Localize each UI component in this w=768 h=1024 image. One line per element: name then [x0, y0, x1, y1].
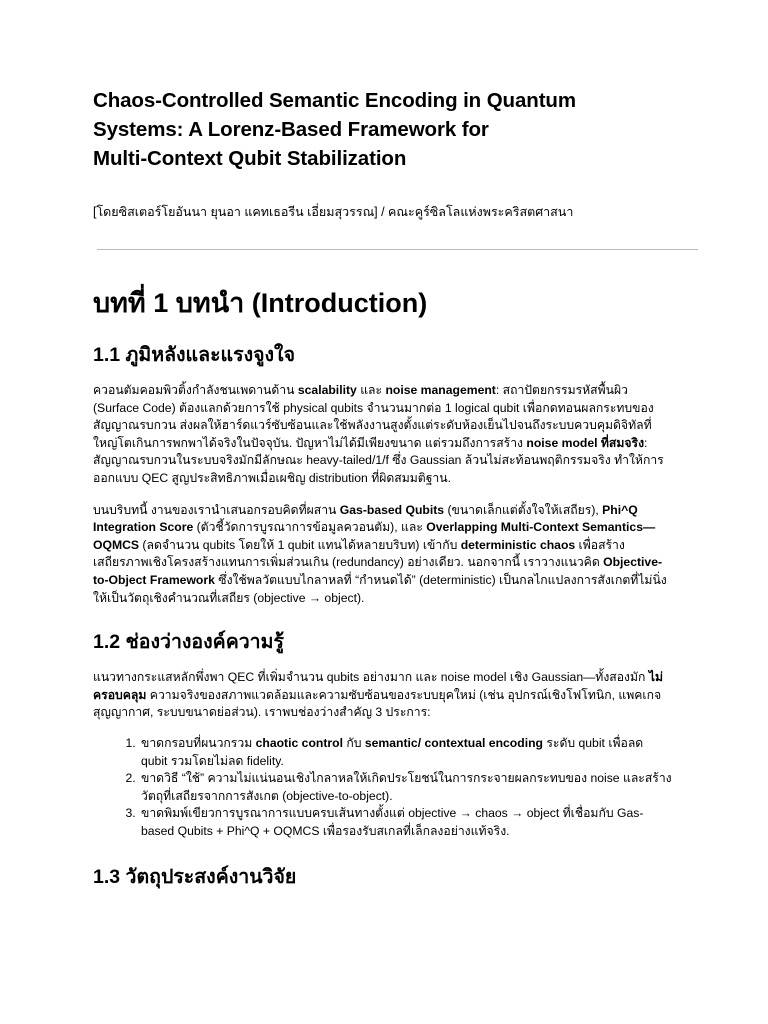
- bold-term: Gas-based Qubits: [339, 502, 445, 517]
- text-run: ซึ่งใช้พลวัตแบบไกลาหลที่ “กำหนดได้” (deterministic) เป็นกลไกแปลงการสังเกตที่ไม่นิ่งให้เป็นวัตถุเชิงคำนวณที่เสถียร (objective → object).: [93, 572, 667, 605]
- text-run: กับ: [342, 735, 365, 750]
- bold-term: ไม่ครอบคลุม: [93, 670, 663, 702]
- text-run: แนวทางกระแสหลักพึ่งพา QEC ที่เพิ่มจำนวน qubits อย่างมาก และ noise model เชิง Gaussian—ทั้งสองมัก: [93, 670, 649, 685]
- bold-term: Phi^Q Integration Score: [93, 502, 638, 535]
- section-heading-knowledge-gap: 1.2 ช่องว่างองค์ความรู้: [93, 631, 284, 654]
- document-title: [93, 86, 672, 173]
- text-run: (ลดจำนวน qubits โดยให้ 1 qubit แทนได้หลายบริบท) เข้ากับ: [139, 537, 461, 552]
- list-item: [139, 805, 672, 840]
- bold-term: Objective-to-Object Framework: [93, 555, 663, 587]
- text-run: : สัญญาณรบกวนในระบบจริงมักมีลักษณะ heavy-tailed/1/f ซึ่ง Gaussian ล้วนไม่สะท้อนพฤติกรรมจริง ทำให้การออกแบบ QEC สูญประสิทธิภาพเมื่อเผชิญ distribution ที่ผิดสมมติฐาน.: [93, 435, 664, 485]
- section-heading-background: 1.1 ภูมิหลังและแรงจูงใจ: [93, 344, 296, 366]
- list-item: [139, 770, 672, 805]
- bold-term: noise management: [385, 383, 496, 397]
- text-run: และ: [356, 383, 386, 397]
- paragraph: [93, 382, 672, 488]
- bold-term: deterministic chaos: [460, 537, 576, 552]
- text-run: ขาดพิมพ์เขียวการบูรณาการแบบครบเส้นทางตั้งแต่ objective → chaos → object ที่เชื่อมกับ Gas-based Qubits + Phi^Q + OQMCS เพื่อรองรับสเกลที่เล็กลงอย่างแท้จริง.: [141, 806, 644, 838]
- paragraph: [93, 669, 672, 722]
- bold-term: Overlapping Multi-Context Semantics—OQMCS: [93, 520, 656, 552]
- text-run: ความจริงของสภาพแวดล้อมและความซับซ้อนของระบบยุคใหม่ (เช่น อุปกรณ์เชิงโฟโทนิก, แพคเกจสุญญากาศ, ระบบขนาดย่อส่วน). เราพบช่องว่างสำคัญ 3 ประการ:: [93, 687, 662, 720]
- bold-term: semantic/ contextual encoding: [364, 735, 543, 750]
- text-run: (ตัวชี้วัดการบูรณาการข้อมูลควอนตัม), และ: [193, 520, 427, 535]
- document-title-line: Multi-Context Qubit Stabilization: [93, 147, 407, 170]
- text-run: ขาดกรอบที่ผนวกรวม: [141, 735, 256, 750]
- horizontal-divider: [97, 249, 698, 250]
- list-item: [139, 735, 672, 770]
- text-run: ขาดวิธี “ใช้” ความไม่แน่นอนเชิงไกลาหลให้เกิดประโยชน์ในการกระจายผลกระทบของ noise และสร้างวัตถุที่เสถียรจากการสังเกต (objective-to-object).: [141, 771, 672, 803]
- paragraph: [93, 502, 672, 608]
- section-heading-objectives: 1.3 วัตถุประสงค์งานวิจัย: [93, 866, 297, 889]
- document-title-line: Systems: A Lorenz-Based Framework for: [93, 118, 489, 141]
- text-run: ระดับ qubit เพื่อลด qubit รวมโดยไม่ลด fidelity.: [141, 735, 644, 768]
- document-title-line: Chaos-Controlled Semantic Encoding in Quantum: [93, 89, 576, 112]
- chapter-heading: บทที่ 1 บทนำ (Introduction): [93, 288, 428, 318]
- text-run: บนบริบทนี้ งานของเรานำเสนอกรอบคิดที่ผสาน: [93, 502, 340, 517]
- numbered-list: [93, 735, 672, 841]
- text-run: : สถาปัตยกรรมรหัสพื้นผิว (Surface Code) ต้องแลกด้วยการใช้ physical qubits จำนวนมากต่อ 1 logical qubit เพื่อกดทอนผลกระทบของสัญญาณรบกวน ส่งผลให้ฮาร์ดแวร์ซับซ้อนและใช้พลังงานสูงตั้งแต่ระดับห้องเย็นไปจนถึงระบบควบคุมดิจิทัลที่ใหญ่โตเกินการพกพาได้จริงในปัจจุบัน. ปัญหาไม่ได้มีเพียงขนาด แต่รวมถึงการสร้าง: [93, 383, 654, 450]
- bold-term: chaotic control: [255, 735, 343, 750]
- text-run: (ขนาดเล็กแต่ตั้งใจให้เสถียร),: [444, 502, 603, 517]
- text-run: เพื่อสร้างเสถียรภาพเชิงโครงสร้างแทนการเพิ่มส่วนเกิน (redundancy) อย่างเดียว. นอกจากนี้ เราวางแนวคิด: [93, 537, 625, 570]
- author-affiliation: [โดยซิสเตอร์โยอันนา ยุนอา แคทเธอรีน เอี่ยมสุวรรณ] / คณะคูร์ซิลโลแห่งพระคริสตศาสนา: [93, 205, 574, 219]
- bold-term: noise model ที่สมจริง: [526, 435, 645, 450]
- bold-term: scalability: [297, 383, 357, 397]
- text-run: ควอนตัมคอมพิวติ้งกำลังชนเพดานด้าน: [93, 383, 298, 397]
